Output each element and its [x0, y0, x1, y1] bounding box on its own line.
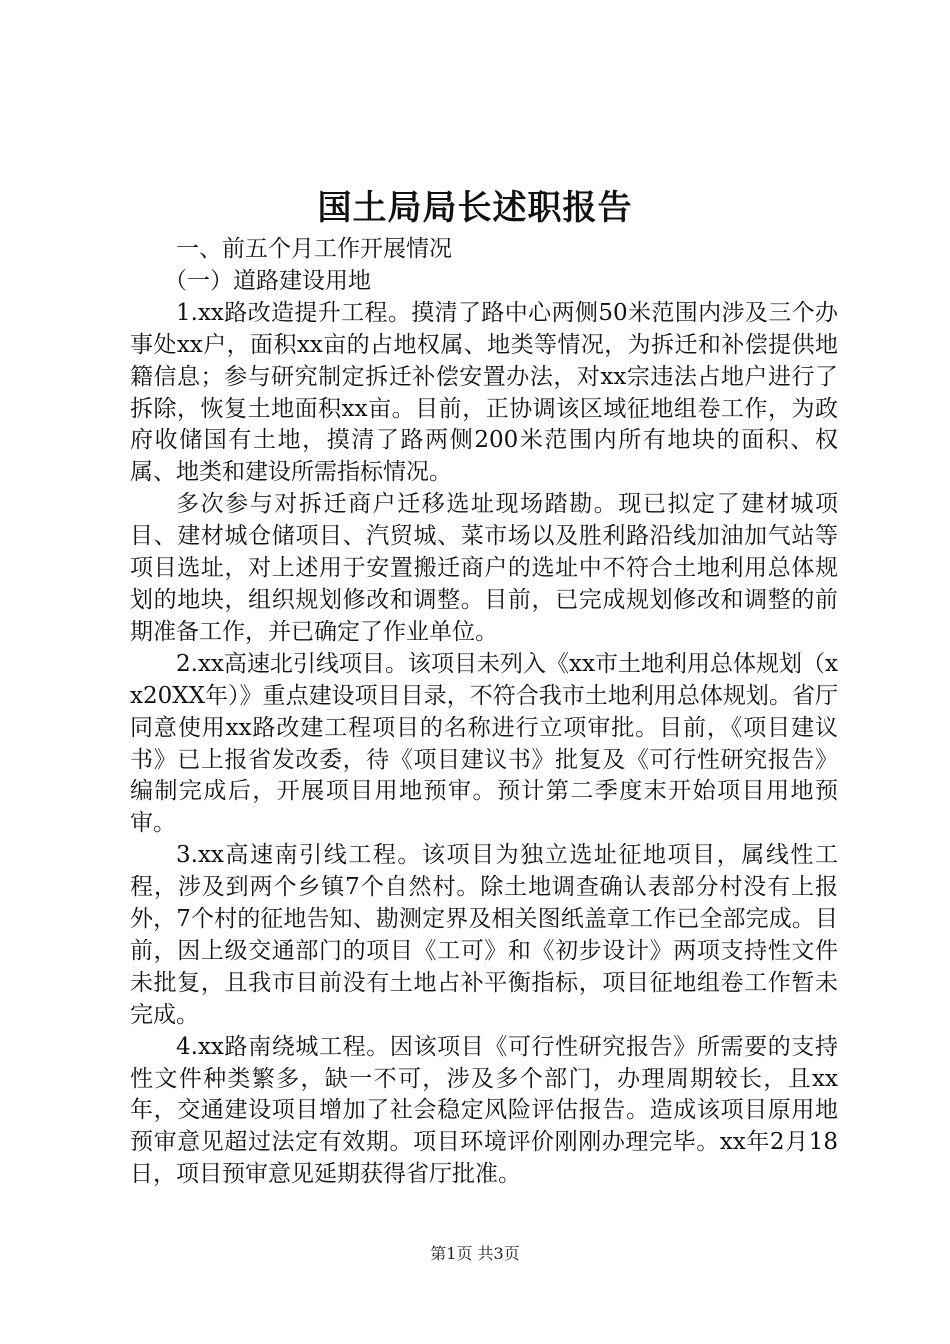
document-body [130, 234, 838, 1191]
document-title: 国土局局长述职报告 [317, 188, 633, 228]
body-paragraph: 1.xx路改造提升工程。摸清了路中心两侧50米范围内涉及三个办事处xx户，面积xx亩的占地权属、地类等情况，为拆迁和补偿提供地籍信息；参与研究制定拆迁补偿安置办法，对xx宗违法占地户进行了拆除，恢复土地面积xx亩。目前，正协调该区域征地组卷工作，为政府收储国有土地，摸清了路两侧200米范围内所有地块的面积、权属、地类和建设所需指标情况。 [130, 299, 838, 486]
body-paragraph: 4.xx路南绕城工程。因该项目《可行性研究报告》所需要的支持性文件种类繁多，缺一不可，涉及多个部门，办理周期较长，且xx年，交通建设项目增加了社会稳定风险评估报告。造成该项目原用地预审意见超过法定有效期。项目环境评价刚刚办理完毕。xx年2月18日，项目预审意见延期获得省厅批准。 [130, 1033, 838, 1188]
page-number-footer: 第1页 共3页 [430, 1244, 520, 1263]
section-heading: 一、前五个月工作开展情况 [176, 236, 452, 262]
body-paragraph: 多次参与对拆迁商户迁移选址现场踏勘。现已拟定了建材城项目、建材城仓储项目、汽贸城、菜市场以及胜利路沿线加油加气站等项目选址，对上述用于安置搬迁商户的选址中不符合土地利用总体规划的地块，组织规划修改和调整。目前，已完成规划修改和调整的前期准备工作，并已确定了作业单位。 [130, 491, 838, 645]
subsection-heading: （一）道路建设用地 [164, 267, 371, 294]
body-paragraph: 3.xx高速南引线工程。该项目为独立选址征地项目，属线性工程，涉及到两个乡镇7个自然村。除土地调查确认表部分村没有上报外，7个村的征地告知、勘测定界及相关图纸盖章工作已全部完成。目前，因上级交通部门的项目《工可》和《初步设计》两项支持性文件未批复，且我市目前没有土地占补平衡指标，项目征地组卷工作暂未完成。 [130, 842, 838, 1028]
body-paragraph: 2.xx高速北引线项目。该项目未列入《xx市土地利用总体规划（xx20XX年）》重点建设项目目录，不符合我市土地利用总体规划。省厅同意使用xx路改建工程项目的名称进行立项审批。目前，《项目建议书》已上报省发改委，待《项目建议书》批复及《可行性研究报告》编制完成后，开展项目用地预审。预计第二季度末开始项目用地预审。 [130, 650, 838, 837]
